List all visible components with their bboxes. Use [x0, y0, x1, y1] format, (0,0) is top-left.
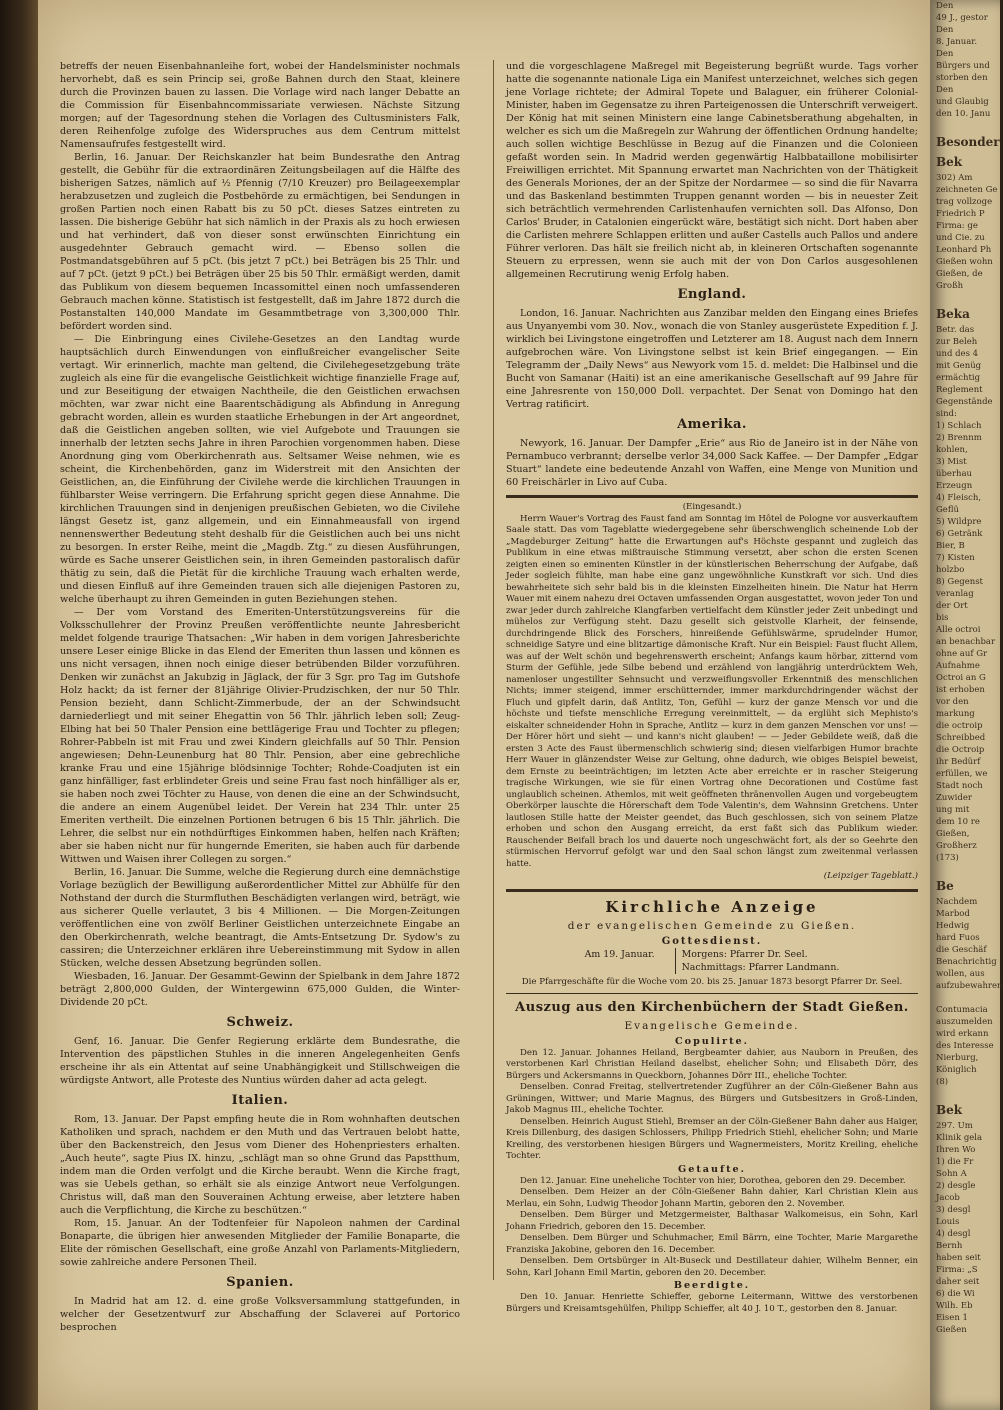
adjacent-page-line — [930, 992, 1000, 1004]
adjacent-page-line: erfüllen, we — [936, 769, 988, 779]
section-heading-england: England. — [677, 287, 747, 302]
adjacent-page-line — [930, 1088, 1000, 1100]
left-column — [60, 60, 460, 1333]
adjacent-page-line: markung — [936, 709, 975, 719]
adjacent-page-line: 49 J., gestor — [936, 13, 988, 23]
adjacent-page-line: Benachrichtig — [936, 957, 997, 967]
adjacent-page-line — [930, 292, 1000, 304]
adjacent-page-line: überhau — [936, 469, 973, 479]
adjacent-page-line: Bürgers und — [936, 61, 990, 71]
adjacent-page-line: Marbod — [936, 909, 970, 919]
gottesdienst-heading: Gottesdienst. — [661, 936, 763, 947]
section-rule — [506, 495, 918, 498]
adjacent-page-line: Großherz — [936, 841, 977, 851]
adjacent-page-line: ung mit — [936, 805, 970, 815]
adjacent-page-line: Contumacia — [936, 1005, 988, 1015]
kirchliche-anzeige-title: Kirchliche Anzeige — [605, 898, 819, 916]
adjacent-page-line: 7) Kisten — [936, 553, 975, 563]
adjacent-page-line: Erzeugn — [936, 481, 973, 491]
book-binding — [0, 0, 42, 1410]
adjacent-page-line: und Glaubig — [936, 97, 989, 107]
adjacent-page-line: (173) — [936, 853, 959, 863]
section-heading-schweiz: Schweiz. — [226, 1015, 294, 1030]
adjacent-page-line: Bier, B — [936, 541, 965, 551]
copulirte-heading: Copulirte. — [675, 1035, 749, 1047]
gottesdienst-date: Am 19. Januar. — [584, 949, 655, 960]
section-rule — [506, 993, 918, 994]
adjacent-page-line: Bek — [936, 1103, 963, 1117]
adjacent-page-fragment — [930, 0, 1003, 1410]
adjacent-page-line: Stadt noch — [936, 781, 983, 791]
adjacent-page-line: dem 10 re — [936, 817, 980, 827]
article-paragraph: Newyork, 16. Januar. Der Dampfer „Erie“ aus Rio de Janeiro ist in der Nähe von Pernambuco verbrannt; derselbe verlor 34,000 Sack Kaffee. — Der Dampfer „Edgar Stuart“ landete eine bedeutende Anzahl von Waffen, eine Menge von Munition und 60 Freischärler in Livo auf Cuba. — [506, 438, 918, 488]
adjacent-page-line: 4) Fleisch, — [936, 493, 982, 503]
adjacent-page-line: haben seit — [936, 1253, 981, 1263]
article-paragraph: — Die Einbringung eines Civilehe-Gesetzes an den Landtag wurde hauptsächlich durch Einwendungen von einflußreicher evangelischer Seite vertagt. Wir erinnerlich, machte man geltend, die Civilehegesetzgebung träte zugleich als eine für die evangelische Geistlichkeit wichtige finanzielle Frage auf, und zur Beseitigung der etwaigen Nachtheile, die den Geistlichen erwachsen möchten, war zwar nicht eine Baarentschädigung als Abfindung in Anregung gebracht worden, allein es wurden staatliche Erhebungen in der Art angeordnet, daß die Geistlichen angeben sollten, wie viel Aufgebote und Trauungen sie innerhalb der letzten sechs Jahre in ihren Parochien vorgenommen haben. Diese Anordnung ging vom Oberkirchenrath aus. Seltsamer Weise nehmen, wie es scheint, die Kirchenbehörden, ganz im Widerstreit mit den Ansichten der Geistlichen, an, die Einführung der Civilehe werde die kirchlichen Trauungen in fühlbarster Weise verringern. Die Erfahrung spricht gegen diese Annahme. Die kirchlichen Trauungen sind in denjenigen preußischen Gebieten, wo die Civilehe längst Gesetz ist, ganz allgemein, und ein Einnahmeausfall von irgend nennenswerther Bedeutung steht deshalb für die Geistlichen auch bei uns nicht zu besorgen. In erster Reihe, meint die „Magdb. Ztg.“ zu diesen Ausführungen, würde es Sache unserer Geistlichen sein, in ihren Gemeinden pastoralisch dafür thätig zu sein, daß die Pietät für die kirchliche Trauung wach erhalten werde, und diesen Einfluß auf ihre Gemeinden trauen sich alle diejenigen Pastoren zu, welche überhaupt zu ihren Gemeinden in guten Beziehungen stehen. — [60, 334, 460, 605]
adjacent-page-line: Leonhard Ph — [936, 245, 992, 255]
register-entry: Den 12. Januar. Johannes Heiland, Bergbeamter dahier, aus Nauborn in Preußen, des verstorbenen Karl Christian Heiland daselbst, ehelicher Sohn; und Elisabeth Dörr, des Bürgers und Ackersmanns in Queckborn, Johannes Dörr III., eheliche Tochter. — [506, 1047, 918, 1081]
adjacent-page-line: Zuwider — [936, 793, 972, 803]
getaufte-heading: Getaufte. — [678, 1163, 746, 1175]
adjacent-page-line: Besonder — [936, 135, 1000, 149]
column-divider — [493, 60, 494, 1280]
adjacent-page-line: zeichneten Ge — [936, 185, 998, 195]
article-paragraph: Rom, 15. Januar. An der Todtenfeier für Napoleon nahmen der Cardinal Bonaparte, die übrigen hier anwesenden Mitglieder der Familie Bonaparte, die Elite der römischen Gesellschaft, eine große Anzahl von Parlaments-Mitgliedern, sowie zahlreiche andere Personen Theil. — [60, 1218, 460, 1268]
adjacent-page-line: Aufnahme — [936, 661, 980, 671]
adjacent-page-line: Ihren Wo — [936, 1145, 976, 1155]
adjacent-page-line: an benachbar — [936, 637, 996, 647]
adjacent-page-line: der Ort — [936, 601, 968, 611]
adjacent-page-line: Jacob — [936, 1193, 960, 1203]
adjacent-page-line: Wilh. Eb — [936, 1301, 973, 1311]
adjacent-page-line: den 10. Janu — [936, 109, 991, 119]
article-paragraph: Wiesbaden, 16. Januar. Der Gesammt-Gewinn der Spielbank in dem Jahre 1872 beträgt 2,800,000 Gulden, der Wintergewinn 675,000 Gulden, die Winter-Dividende 20 pCt. — [60, 971, 460, 1008]
adjacent-page-line: Hedwig — [936, 921, 970, 931]
register-entry: Denselben. Dem Heizer an der Cöln-Gießener Bahn dahier, Karl Christian Klein aus Merlau, ein Sohn, Ludwig Theodor Johann Martin, geboren den 2. November. — [506, 1187, 918, 1209]
register-entry: Den 10. Januar. Henriette Schieffer, geborne Leitermann, Wittwe des verstorbenen Bürgers und Kreisamtsgehülfen, Philipp Schieffer, alt 40 J. 10 T., gestorben den 8. Januar. — [506, 1292, 918, 1314]
article-paragraph: London, 16. Januar. Nachrichten aus Zanzibar melden den Eingang eines Briefes aus Unyanyembi vom 30. Nov., wonach die von Stanley ausgerüstete Expedition f. J. wirklich bei Livingstone eingetroffen und Letzterer am 18. August nach dem Innern aufgebrochen wäre. Von Livingstone selbst ist kein Brief eingegangen. — Ein Telegramm der „Daily News“ aus Newyork vom 15. d. meldet: Die Halbinsel und die Bucht von Samanar (Haiti) ist an eine amerikanische Gesellschaft auf 99 Jahre für eine Jahresrente von 150,000 Doll. verpachtet. Der Senat von Domingo hat den Vertrag ratificirt. — [506, 308, 918, 410]
adjacent-page-line: 4) desgl — [936, 1229, 971, 1239]
service-afternoon: Nachmittags: Pfarrer Landmann. — [681, 962, 840, 973]
article-paragraph: Berlin, 16. Januar. Die Summe, welche die Regierung durch eine demnächstige Vorlage bezüglich der Bewilligung außerordentlicher Mittel zur Abhülfe für den Nothstand der durch die Sturmfluthen Beschädigten verlangen wird, beträgt, wie aus sicherer Quelle verlautet, 3 bis 4 Millionen. — Die Morgen-Zeitungen veröffentlichen eine von zwölf Berliner Geistlichen unterzeichnete Eingabe an den Oberkirchenrath, welche beantragt, die Amts-Entsetzung Dr. Sydow's zu cassiren; die Unterzeichner erklären ihre Uebereinstimmung mit Sydow in allen Stücken, welche dessen Absetzung begründen sollen. — [60, 867, 460, 969]
gottesdienst-services — [675, 948, 840, 974]
article-paragraph: In Madrid hat am 12. d. eine große Volksversammlung stattgefunden, in welcher der Gesetzentwurf zur Abschaffung der Sclaverei auf Portorico besprochen — [60, 1296, 460, 1333]
adjacent-page-line: sind: — [936, 409, 957, 419]
register-entry: Denselben. Dem Ortsbürger in Alt-Buseck und Destillateur dahier, Wilhelm Benner, ein Sohn, Karl Johann Emil Martin, geboren den 20. December. — [506, 1256, 918, 1278]
adjacent-page-line: Nachdem — [936, 897, 978, 907]
newspaper-page — [38, 0, 930, 1410]
adjacent-page-line: (8) — [936, 1077, 949, 1087]
adjacent-page-line: wollen, aus — [936, 969, 985, 979]
adjacent-page-line: Den — [936, 85, 954, 95]
adjacent-page-line: Den — [936, 49, 954, 59]
article-paragraph: Berlin, 16. Januar. Der Reichskanzler hat beim Bundesrathe den Antrag gestellt, die Gebühr für die extraordinären Zeitungsbeilagen auf die Hälfte des bisherigen Satzes, nämlich auf ½ Pfennig (7/10 Kreuzer) pro Beilageexemplar herabzusetzen und zugleich die Postbehörde zu ermächtigen, bei Sendungen in großen Partien noch einen Rabatt bis zu 50 pCt. dieses Satzes eintreten zu lassen. Die bisherige Gebühr hat sich nämlich in der Praxis als zu hoch erwiesen und hat verhindert, daß von dieser sonst erwünschten Einrichtung ein ausgedehnter Gebrauch gemacht wird. — Ebenso sollen die Postmandatsgebühren auf 5 pCt. (bis jetzt 7 pCt.) bei Beträgen bis 25 Thlr. und auf 7 pCt. (jetzt 9 pCt.) bei Beträgen über 25 bis 50 Thlr. ermäßigt werden, damit das Publikum von diesem bequemen Incassomittel einen noch umfassenderen Gebrauch machen könne. Statistisch ist festgestellt, daß im Jahre 1872 durch die Postanstalten 140,000 Mandate im Gesammtbetrage von 3,300,000 Thlr. befördert worden sind. — [60, 152, 460, 332]
adjacent-page-line: Reglement — [936, 385, 983, 395]
adjacent-page-line: Be — [936, 879, 954, 893]
adjacent-page-line: trag vollzoge — [936, 197, 993, 207]
adjacent-page-line: 3) desgl — [936, 1205, 971, 1215]
adjacent-page-line: daher seit — [936, 1277, 980, 1287]
article-paragraph: Genf, 16. Januar. Die Genfer Regierung erklärte dem Bundesrathe, die Intervention des päpstlichen Stuhles in die inneren Angelegenheiten Genfs erscheine ihr als ein Attentat auf seine Unabhängigkeit und Stillschweigen die würdigste Antwort, alle Proteste des Nuntius würden daher ad acta gelegt. — [60, 1036, 460, 1086]
adjacent-page-line: 6) Getränk — [936, 529, 983, 539]
adjacent-page-line: Sohn A — [936, 1169, 967, 1179]
adjacent-page-line: ermächtig — [936, 373, 981, 383]
adjacent-page-line: Schreibbed — [936, 733, 986, 743]
eingesandt-text: Herrn Wauer's Vortrag des Faust fand am Sonntag im Hôtel de Pologne vor ausverkauftem Saale statt. Das vom Tageblatte wiedergegebene sehr überschwenglich scheinende Lob der „Magdeburger Zeitung“ hatte die Erwartungen auf's Höchste gespannt und zugleich das Publikum in eine etwas mißtrauische Stimmung versetzt, aber schon die ersten Scenen zeigten einen so eminenten Künstler in der künstlerischen Beherrschung der Aufgabe, daß Jeder sogleich fühlte, man habe eine ganz ungewöhnliche Kunstkraft vor sich. Und dies bewahrheitete sich sehr bald bis in die kleinsten Einzelheiten hinein. Die Natur hat Herrn Wauer mit einem nahezu drei Octaven umfassenden Organ ausgestattet, wovon jeder Ton und zwar jeder durch zahlreiche Klangfarben vertielfacht dem Künstler jeder Zeit unbedingt und mühelos zur Verfügung steht. Dazu gesellt sich geistvolle Klarheit, der feinsende, durchdringende Blick des Forschers, hinreißende Gefühlswärme, sprudelnder Humor, schneidige Satyre und eine blitzartige dämonische Kraft. Nur ein Beispiel: Faust flucht Allem, was auf der Welt schön und begehrenswerth erscheint; Anfangs kaum hörbar, zitternd vom Sturm der Gefühle, jede Silbe bebend und erzählend von langjährig unterdrücktem Weh, namenloser ungestillter Sehnsucht und verzweiflungsvoller Erkenntniß des menschlichen Nichts; immer steigend, immer erschütternder, immer markdurchdringender wächst der Fluch und gipfelt darin, daß Antlitz, Ton, Gefühl — kurz der ganze Mensch vor und die höchste und tiefste menschliche Erregung vereinmittelt, — da erglüht sich Mephisto's eiskalter schneidender Hohn in Sprache, Antlitz — kurz in dem ganzen Menschen vor uns! — Der Hörer hört und sieht — und kann's nicht glauben! — — Jeder Gebildete weiß, daß die ersten 3 Acte des Faust übermenschlich schwierig sind; diesen vielfarbigen Humor brachte Herr Wauer in glänzendster Weise zur Geltung, ohne dadurch, wie obiges Beispiel beweist, dem Ernste zu beeinträchtigen; im letzten Acte aber erreichte er in rascher Steigerung tragische Wirkungen, wie sie für einen Vortrag ohne Decorationen und Costüme fast unglaublich scheinen. Athemlos, mit weit geöffneten thränenvollen Augen und vorgebeugtem Oberkörper lauschte die Hörerschaft dem Tode Valentin's, dem Wahnsinn Gretchens. Unter lautlosen Stille hatte der Meister geendet, das Buch geschlossen, sich von seinem Platze erhoben und schon den Ausgang erreicht, da erst faßt sich das Publikum wieder. Rauschender Beifall brach los und dauerte noch ungeschwächt fort, als der so Geehrte den stürmischen Hervorruf gefolgt war und den Saal schon längst zum zweitenmal verlassen hatte. — [506, 513, 918, 869]
adjacent-page-line: storben den — [936, 73, 988, 83]
adjacent-page-line: holzbo — [936, 565, 965, 575]
adjacent-page-line: Nierburg, — [936, 1053, 979, 1063]
adjacent-page-line: Betr. das — [936, 325, 975, 335]
adjacent-page-line: Gießen wohn — [936, 257, 993, 267]
adjacent-page-line: die octroip — [936, 721, 983, 731]
adjacent-page-line: Gegenstände — [936, 397, 993, 407]
adjacent-page-line: Bernh — [936, 1241, 963, 1251]
section-heading-spanien: Spanien. — [226, 1275, 294, 1290]
adjacent-page-line: Gießen, — [936, 829, 970, 839]
eingesandt-heading: (Eingesandt.) — [682, 502, 742, 512]
auszug-title: Auszug aus den Kirchenbüchern der Stadt Gießen. — [515, 999, 909, 1015]
adjacent-page-line: Octroi an G — [936, 673, 986, 683]
pfarrgeschaefte-note: Die Pfarrgeschäfte für die Woche vom 20. bis 25. Januar 1873 besorgt Pfarrer Dr. Seel. — [521, 977, 903, 987]
article-paragraph: Rom, 13. Januar. Der Papst empfing heute die in Rom wohnhaften deutschen Katholiken und sprach, nachdem er den Muth und das Vertrauen belobt hatte, über den Backenstreich, den Jesus vom Diener des Hohenpriesters erhalten. „Auch heute“, sagte Pius IX. hinzu, „schlägt man so ohne Grund das Papstthum, indem man die Orden verfolgt und die Kirche beraubt. Wenn die Kirche fragt, was sie Uebels gethan, so erhält sie als einzige Antwort neue Verfolgungen. Christus will, daß man den Souverainen Achtung erweise, aber letztere haben auch die Verpflichtung, die Kirche zu beschützen.“ — [60, 1114, 460, 1216]
beerdigte-heading: Beerdigte. — [673, 1280, 751, 1291]
article-paragraph: — Der vom Vorstand des Emeriten-Unterstützungsvereins für die Volksschullehrer der Provinz Preußen veröffentlichte neunte Jahresbericht meldet folgende traurige Thatsachen: „Wir haben in dem vorigen Jahresberichte unsere Leser einige Blicke in das Elend der Emeriten thun lassen und können es uns nicht versagen, ihnen noch einige dieser betrübenden Bilder vorzuführen. Denken wir zunächst an Jakubzig in Jäglack, der für 3 Sgr. pro Tag im Gutshofe Holz hackt; da ist ferner der 81jährige Olivier-Prudzischken, der nur 50 Thlr. Pension bezieht, dann Schlicht-Zimmerbude, der an der Schwindsucht darniederliegt und mit seiner Ehegattin von 56 Thlr. jährlich leben soll; Zeug-Elbing hat bei 50 Thaler Pension eine bettlägerige Frau und Tochter zu pflegen; Rohrer-Pabbeln ist mit Frau und zwei Kindern gleichfalls auf 50 Thlr. Pension angewiesen; Dehn-Leunenburg hat 80 Thlr. Pension, aber eine gebrechliche kranke Frau und eine 15jährige blödsinnige Tochter; Rohde-Coadjuten ist ein ganz hinfälliger, fast erblindeter Greis und seine Frau fast noch hinfälliger als er, sie haben noch zwei Töchter zu Hause, von denen die eine an der Schwindsucht, die andere an einem Augenübel leidet. Der Verein hat 234 Thlr. unter 25 Emeriten vertheilt. Die einzelnen Portionen betrugen 6 bis 15 Thlr. jährlich. Die Lehrer, die selbst nur ein nothdürftiges Einkommen haben, helfen nach Kräften; aber sie haben nicht nur für hungernde Emeriten, sie haben auch für darbende Wittwen und Waisen ihrer Collegen zu sorgen.“ — [60, 607, 460, 865]
gottesdienst-schedule — [506, 948, 918, 974]
adjacent-page-line — [930, 864, 1000, 876]
article-paragraph: und die vorgeschlagene Maßregel mit Begeisterung begrüßt wurde. Tags vorher hatte die sogenannte nationale Liga ein Manifest unterzeichnet, welches sich gegen jene Vorlage richtete; der Admiral Topete und Balaguer, ein früherer Colonial-Minister, haben im Gegensatze zu ihren Parteigenossen die Unterschrift verweigert. Der König hat mit seinen Ministern eine lange Cabinetsberathung abgehalten, in welcher es sich um die Maßregeln zur Wahrung der öffentlichen Ordnung handelte; auch sollen wichtige Beschlüsse in Bezug auf die Finanzen und die Colonieen gefaßt worden sein. In Madrid werden gegenwärtig Halbbataillone mobilisirter Freiwilligen errichtet. Mit Spannung erwartet man Nachrichten von der Thätigkeit des Generals Moriones, der an der Spitze der Nordarmee — so sind die für Navarra und das Baskenland bestimmten Truppen genannt worden — bis in neuester Zeit sich beträchtlich vermehrenden Carlistenhaufen vernichten soll. Das Alfonso, Don Carlos' Bruder, in Catalonien eingerückt wäre, bestätigt sich nicht. Dort haben aber die Carlisten mehrere Schlappen erlitten und außer Castells auch Pallos und andere Führer verloren. Das hält sie freilich nicht ab, in kleineren Ortschaften sogenannte Steuern zu erpressen, wenn sie auch mit der von Don Carlos ausgesohlenen allgemeinen Recrutirung wenig Erfolg haben. — [506, 61, 918, 280]
register-entry: Denselben. Dem Bürger und Schuhmacher, Emil Bärrn, eine Tochter, Marie Margarethe Franziska Jakobine, geboren den 16. December. — [506, 1233, 918, 1255]
section-heading-italien: Italien. — [231, 1093, 289, 1108]
kirchliche-anzeige-subtitle: der evangelischen Gemeinde zu Gießen. — [567, 920, 857, 932]
adjacent-page-line: mit Genüg — [936, 361, 982, 371]
adjacent-page-line: kohlen, — [936, 445, 968, 455]
adjacent-page-line: 3) Mist — [936, 457, 967, 467]
adjacent-page-line: Firma: „S — [936, 1265, 978, 1275]
adjacent-page-line: vor den — [936, 697, 969, 707]
adjacent-page-line: Geflü — [936, 505, 959, 515]
adjacent-page-line: 8) Gegenst — [936, 577, 983, 587]
adjacent-page-line: die Octroip — [936, 745, 985, 755]
adjacent-page-line: die Geschäf — [936, 945, 987, 955]
adjacent-page-line: ohne auf Gr — [936, 649, 988, 659]
adjacent-page-line: ihr Bedürf — [936, 757, 981, 767]
adjacent-page-line: und des 4 — [936, 349, 979, 359]
register-entry: Den 12. Januar. Eine uneheliche Tochter von hier, Dorothea, geboren den 29. December. — [520, 1175, 906, 1186]
adjacent-page-line: ist erhoben — [936, 685, 985, 695]
adjacent-page-line: auszumelden — [936, 1017, 993, 1027]
adjacent-page-line: Bek — [936, 155, 963, 169]
adjacent-page-line: und Cie. zu — [936, 233, 985, 243]
adjacent-page-line: bis — [936, 613, 949, 623]
adjacent-page-line: Gießen, de — [936, 269, 983, 279]
right-column — [506, 60, 918, 1314]
adjacent-page-line: hard Fuos — [936, 933, 980, 943]
adjacent-page-line: 2) Brennm — [936, 433, 982, 443]
adjacent-page-line: 8. Januar. — [936, 37, 978, 47]
adjacent-page-line: Eisen 1 — [936, 1313, 968, 1323]
adjacent-page-line — [930, 120, 1000, 132]
adjacent-page-line: Beka — [936, 307, 970, 321]
adjacent-page-line: Firma: ge — [936, 221, 978, 231]
adjacent-page-line: aufzubewahren — [936, 981, 1003, 991]
adjacent-page-line: Großh — [936, 281, 964, 291]
adjacent-page-line: 2) desgle — [936, 1181, 976, 1191]
register-entry: Denselben. Conrad Freitag, stellvertretender Zugführer an der Cöln-Gießener Bahn aus Grüningen, Wittwer; und Marie Magnus, des Bürgers und Gutsbesitzers in Groß-Linden, Jakob Magnus III., eheliche Tochter. — [506, 1082, 918, 1115]
article-paragraph: betreffs der neuen Eisenbahnanleihe fort, wobei der Handelsminister nochmals hervorhebt, daß es sein Princip sei, große Bahnen durch den Staat, kleinere durch die Provinzen bauen zu lassen. Die Vorlage wird nach langer Debatte an die Commission für Eisenbahncommissariate verwiesen. Nächste Sitzung morgen; auf der Tagesordnung stehen die Vorlagen des Cultusministers Falk, deren Reihenfolge zufolge des Widerspruches aus dem Centrum mittelst Namensaufrufes festgestellt wird. — [60, 61, 460, 150]
adjacent-page-line: veranlag — [936, 589, 974, 599]
adjacent-page-line: 297. Um — [936, 1121, 973, 1131]
adjacent-page-line: 5) Wildpre — [936, 517, 982, 527]
adjacent-page-line: 6) die Wi — [936, 1289, 975, 1299]
register-entry: Denselben. Dem Bürger und Metzgermeister, Balthasar Walkomeisus, ein Sohn, Karl Johann Friedrich, geboren den 15. December. — [506, 1210, 918, 1232]
adjacent-page-line: 1) Schlach — [936, 421, 982, 431]
adjacent-page-line: wird erkann — [936, 1029, 989, 1039]
eingesandt-source: (Leipziger Tageblatt.) — [823, 871, 918, 881]
adjacent-page-line: 1) die Fr — [936, 1157, 974, 1167]
gemeinde-heading: Evangelische Gemeinde. — [624, 1019, 800, 1032]
adjacent-page-line: Louis — [936, 1217, 960, 1227]
adjacent-page-line: Klinik gela — [936, 1133, 983, 1143]
adjacent-page-line: Den — [936, 25, 954, 35]
adjacent-page-line: 302) Am — [936, 173, 973, 183]
adjacent-page-line: des Interesse — [936, 1041, 994, 1051]
adjacent-page-line: Gießen — [936, 1325, 967, 1335]
adjacent-page-line: Alle octroi — [936, 625, 981, 635]
section-rule — [506, 889, 918, 892]
adjacent-page-line: Königlich — [936, 1065, 977, 1075]
register-entry: Denselben. Heinrich August Stiehl, Bremser an der Cöln-Gießener Bahn daher aus Haiger, Kreis Dillenburg, des dasigen Schlossers, Philipp Friedrich Stiehl, ehelicher Sohn; und Marie Kreiling, des verstorbenen hiesigen Bürgers und Wagnermeisters, Moritz Kreiling, eheliche Tochter. — [506, 1116, 918, 1161]
service-morning: Morgens: Pfarrer Dr. Seel. — [681, 949, 808, 960]
adjacent-page-line: Friedrich P — [936, 209, 985, 219]
adjacent-page-line: zur Beleh — [936, 337, 978, 347]
adjacent-page-line: Den — [936, 1, 954, 11]
section-heading-amerika: Amerika. — [677, 417, 747, 432]
